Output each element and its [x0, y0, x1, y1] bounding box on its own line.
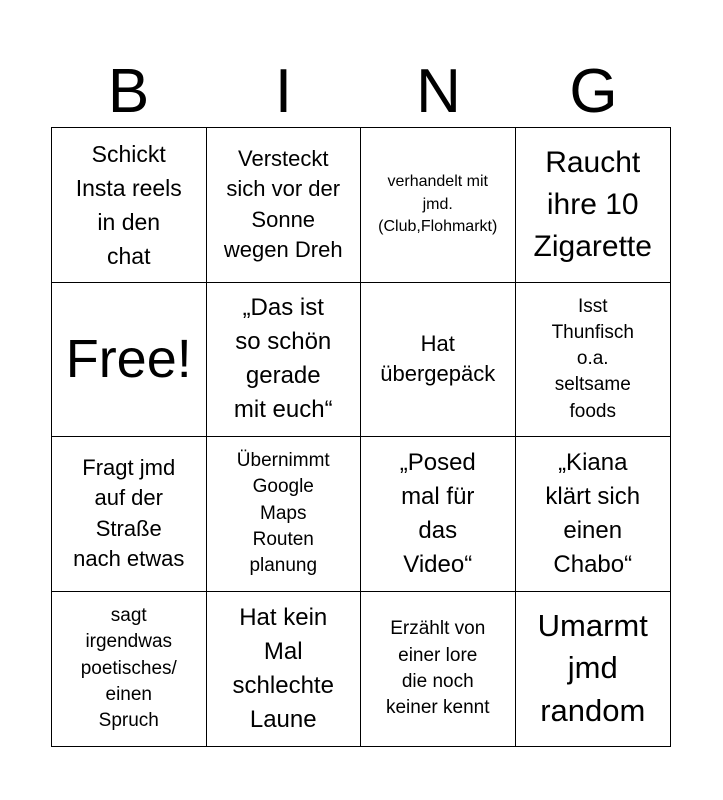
bingo-cell[interactable] [516, 437, 671, 592]
title-letter-g: G [569, 57, 618, 126]
bingo-cell[interactable] [516, 592, 671, 747]
cell-text: sagt irgendwas poetisches/ einen Spruch [80, 605, 177, 732]
cell-text: Isst Thunfisch o.a. seltsame foods [551, 295, 634, 422]
cell-text: „Posed mal für das Video“ [399, 448, 476, 578]
free-cell-text: Free! [65, 328, 192, 389]
cell-text: verhandelt mit jmd. (Club,Flohmarkt) [378, 173, 498, 235]
title-letter-n: N [416, 57, 461, 126]
bingo-cell[interactable] [361, 437, 516, 592]
bingo-cell[interactable] [207, 283, 362, 438]
cell-text: Fragt jmd auf der Straße nach etwas [73, 455, 185, 572]
bingo-board [51, 127, 671, 747]
bingo-cell[interactable] [361, 592, 516, 747]
cell-text: Übernimmt Google Maps Routen planung [236, 450, 330, 577]
bingo-cell[interactable] [207, 437, 362, 592]
title-letter-i: I [274, 57, 293, 126]
bingo-cell[interactable] [361, 283, 516, 438]
bingo-cell[interactable] [207, 128, 362, 283]
bingo-cell[interactable] [207, 592, 362, 747]
bingo-cell[interactable] [361, 128, 516, 283]
cell-text: Umarmt jmd random [537, 607, 648, 729]
cell-text: „Das ist so schön gerade mit euch“ [233, 294, 333, 424]
bingo-cell[interactable] [52, 592, 207, 747]
bingo-cell[interactable] [52, 437, 207, 592]
cell-text: Versteckt sich vor der Sonne wegen Dreh [223, 146, 343, 263]
free-cell[interactable] [52, 283, 207, 438]
bingo-cell[interactable] [516, 283, 671, 438]
cell-text: Schickt Insta reels in den chat [75, 140, 182, 269]
cell-text: Hat übergepäck [380, 330, 496, 387]
bingo-cell[interactable] [52, 128, 207, 283]
bingo-cell[interactable] [516, 128, 671, 283]
cell-text: Hat kein Mal schlechte Laune [232, 603, 334, 733]
cell-text: „Kiana klärt sich einen Chabo“ [545, 448, 641, 578]
cell-text: Raucht ihre 10 Zigarette [533, 145, 652, 263]
cell-text: Erzählt von einer lore die noch keiner kennt [385, 618, 490, 718]
title-letter-b: B [107, 57, 150, 126]
bingo-title [51, 58, 671, 126]
